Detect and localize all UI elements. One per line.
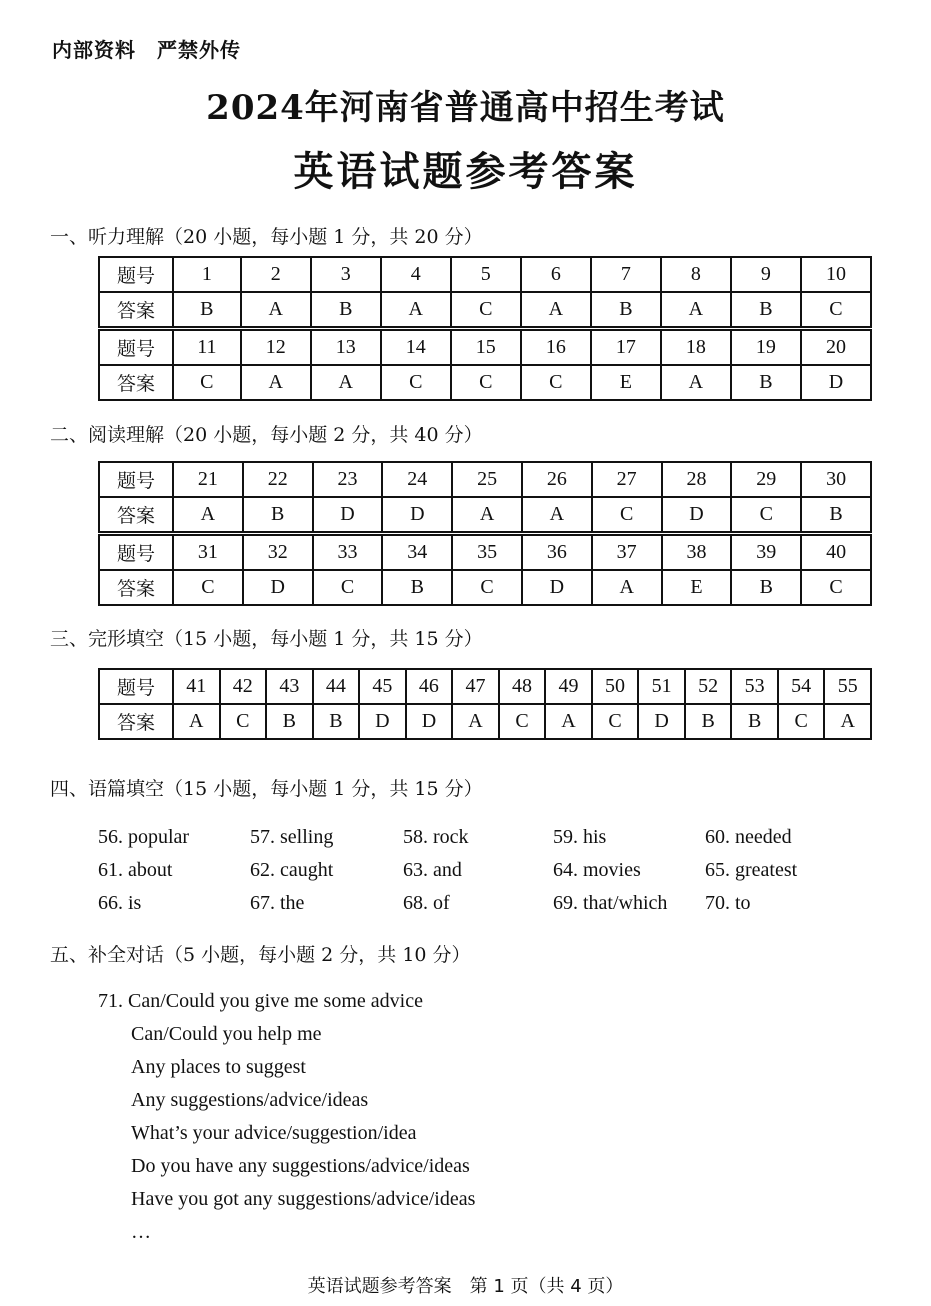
question-number: 1 [173,257,241,292]
answer-cell: A [173,704,220,739]
question-number: 43 [266,669,313,704]
answer-cell: B [591,292,661,329]
question-number: 24 [382,462,452,497]
question-number: 16 [521,329,591,366]
answer-row [99,497,871,534]
question-number: 54 [778,669,825,704]
fill-answer: 60. needed [705,826,792,848]
answer-cell: C [778,704,825,739]
answer-cell: B [801,497,871,534]
question-number: 2 [241,257,311,292]
answer-cell: A [824,704,871,739]
fill-answer: 59. his [553,826,607,848]
answer-cell: A [311,365,381,400]
answer-cell: C [801,570,871,605]
dialogue-alternative: Any suggestions/advice/ideas [131,1089,369,1111]
question-number: 28 [662,462,732,497]
question-number: 8 [661,257,731,292]
question-number: 21 [173,462,243,497]
answer-row [99,570,871,605]
fill-answer: 66. is [98,892,142,914]
answer-label: 答案 [99,292,173,329]
fill-answer: 69. that/which [553,892,668,914]
dialogue-alternative: Have you got any suggestions/advice/ideas [131,1188,476,1210]
question-number: 44 [313,669,360,704]
question-number: 51 [638,669,685,704]
question-number: 52 [685,669,732,704]
reading-answer-table [98,461,872,606]
answer-cell: B [311,292,381,329]
question-number: 7 [591,257,661,292]
answer-cell: E [662,570,732,605]
question-number-label: 题号 [99,534,173,571]
document-title: 英语试题参考答案 [293,149,638,195]
answer-cell: A [661,292,731,329]
answer-cell: B [685,704,732,739]
question-number: 9 [731,257,801,292]
question-number-label: 题号 [99,462,173,497]
answer-cell: D [801,365,871,400]
answer-cell: B [731,570,801,605]
question-number: 17 [591,329,661,366]
answer-cell: A [381,292,451,329]
answer-cell: A [452,704,499,739]
answer-label: 答案 [99,704,173,739]
cloze-answer-table [98,668,872,740]
question-number: 15 [451,329,521,366]
answer-cell: D [638,704,685,739]
question-number: 39 [731,534,801,571]
answer-cell: C [521,365,591,400]
answer-cell: B [731,365,801,400]
question-number: 53 [731,669,778,704]
question-number: 38 [662,534,732,571]
answer-cell: C [173,365,241,400]
question-number: 41 [173,669,220,704]
answer-cell: B [266,704,313,739]
dialogue-alternative: Any places to suggest [131,1056,306,1078]
section-heading-cloze: 三、完形填空（15 小题，每小题 1 分，共 15 分） [50,628,483,650]
question-number: 27 [592,462,662,497]
question-number: 40 [801,534,871,571]
question-number-label: 题号 [99,329,173,366]
answer-cell: D [359,704,406,739]
fill-answer: 70. to [705,892,751,914]
question-number: 6 [521,257,591,292]
question-number: 36 [522,534,592,571]
answer-cell: C [592,704,639,739]
question-number: 18 [661,329,731,366]
question-number: 45 [359,669,406,704]
answer-cell: C [381,365,451,400]
question-number: 31 [173,534,243,571]
fill-answer: 58. rock [403,826,469,848]
question-number-row [99,329,871,366]
answer-cell: C [592,497,662,534]
question-number: 12 [241,329,311,366]
section-heading-passage-fill: 四、语篇填空（15 小题，每小题 1 分，共 15 分） [50,778,483,800]
fill-answer: 57. selling [250,826,334,848]
question-number: 33 [313,534,383,571]
listening-answer-table [98,256,872,401]
question-number-row [99,257,871,292]
answer-label: 答案 [99,570,173,605]
question-number: 34 [382,534,452,571]
question-number: 37 [592,534,662,571]
question-number: 26 [522,462,592,497]
question-number: 13 [311,329,381,366]
question-number-row [99,534,871,571]
question-number-row [99,462,871,497]
confidential-notice: 内部资料 严禁外传 [52,38,241,62]
question-number: 55 [824,669,871,704]
answer-cell: A [592,570,662,605]
dialogue-alternative: Do you have any suggestions/advice/ideas [131,1155,470,1177]
question-number: 3 [311,257,381,292]
question-number: 42 [220,669,267,704]
answer-cell: C [452,570,522,605]
answer-cell: C [801,292,871,329]
question-number: 46 [406,669,453,704]
answer-cell: A [241,365,311,400]
answer-cell: C [731,497,801,534]
answer-cell: A [522,497,592,534]
answer-cell: B [731,292,801,329]
question-number: 47 [452,669,499,704]
answer-cell: A [241,292,311,329]
question-number-label: 题号 [99,669,173,704]
question-number: 22 [243,462,313,497]
answer-cell: A [173,497,243,534]
answer-cell: B [313,704,360,739]
answer-cell: C [451,365,521,400]
question-number: 5 [451,257,521,292]
question-number: 11 [173,329,241,366]
answer-cell: E [591,365,661,400]
answer-cell: A [545,704,592,739]
answer-cell: C [451,292,521,329]
dialogue-question: 71. Can/Could you give me some advice [98,990,423,1012]
answer-row [99,365,871,400]
fill-answer: 68. of [403,892,450,914]
dialogue-alternative: … [131,1221,151,1243]
answer-cell: D [406,704,453,739]
section-heading-listening: 一、听力理解（20 小题，每小题 1 分，共 20 分） [50,226,483,248]
question-number: 50 [592,669,639,704]
question-number: 48 [499,669,546,704]
answer-cell: B [173,292,241,329]
answer-cell: A [452,497,522,534]
question-number: 35 [452,534,522,571]
answer-cell: D [313,497,383,534]
answer-cell: B [382,570,452,605]
answer-cell: A [661,365,731,400]
page-footer: 英语试题参考答案 第 1 页（共 4 页） [307,1276,624,1297]
answer-cell: D [662,497,732,534]
fill-answer: 63. and [403,859,462,881]
fill-answer: 56. popular [98,826,190,848]
question-number-row [99,669,871,704]
exam-title: 2024年河南省普通高中招生考试 [206,88,725,128]
question-number: 23 [313,462,383,497]
dialogue-alternative: What’s your advice/suggestion/idea [131,1122,417,1144]
question-number: 19 [731,329,801,366]
fill-answer: 61. about [98,859,173,881]
fill-answer: 64. movies [553,859,641,881]
question-number: 20 [801,329,871,366]
answer-cell: C [499,704,546,739]
question-number: 10 [801,257,871,292]
question-number: 30 [801,462,871,497]
answer-cell: B [731,704,778,739]
answer-row [99,292,871,329]
section-heading-dialogue: 五、补全对话（5 小题，每小题 2 分，共 10 分） [50,944,471,966]
question-number: 25 [452,462,522,497]
question-number: 29 [731,462,801,497]
fill-answer: 67. the [250,892,305,914]
answer-cell: C [173,570,243,605]
answer-row [99,704,871,739]
answer-cell: D [522,570,592,605]
question-number: 4 [381,257,451,292]
answer-cell: D [243,570,313,605]
fill-answer: 62. caught [250,859,334,881]
fill-answer: 65. greatest [705,859,798,881]
answer-cell: A [521,292,591,329]
question-number: 32 [243,534,313,571]
answer-label: 答案 [99,365,173,400]
answer-cell: D [382,497,452,534]
question-number: 14 [381,329,451,366]
answer-cell: B [243,497,313,534]
dialogue-alternative: Can/Could you help me [131,1023,322,1045]
question-number-label: 题号 [99,257,173,292]
section-heading-reading: 二、阅读理解（20 小题，每小题 2 分，共 40 分） [50,424,483,446]
answer-cell: C [220,704,267,739]
answer-cell: C [313,570,383,605]
question-number: 49 [545,669,592,704]
answer-label: 答案 [99,497,173,534]
